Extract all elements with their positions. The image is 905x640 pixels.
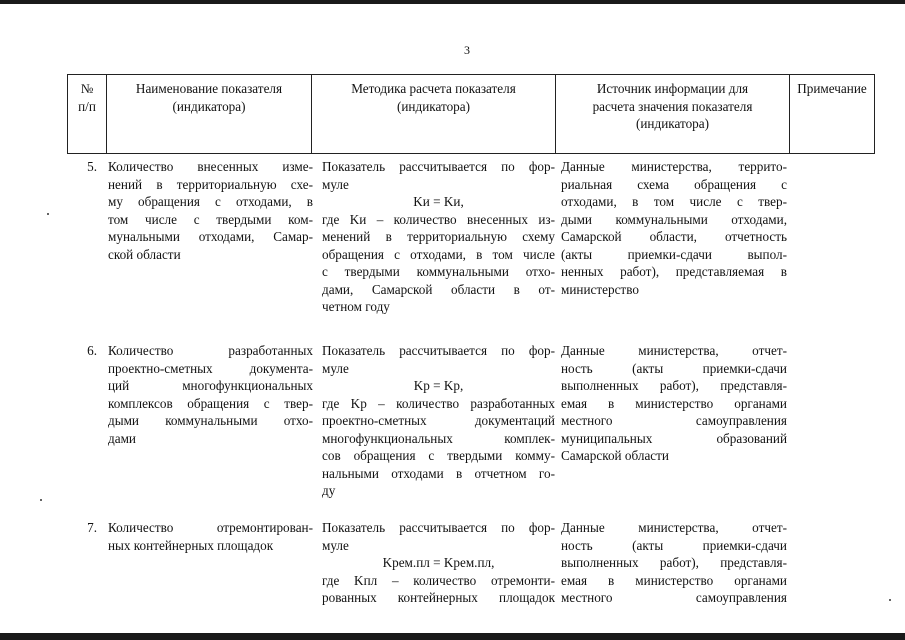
- header-name: Наименование показателя (индикатора): [107, 75, 312, 153]
- information-source: Данные министерства, отчет- ность (акты приемки-сдачи выполненных работ), представля- емая в министерство органами местного самоуправления: [561, 520, 787, 605]
- calculation-method: Показатель рассчитывается по фор- муле Kи = Kи, где Kи – количество внесенных из- менений в территориальную схему обращения с отходами, в том числе с твердыми коммунальными отхо- дами, Самарской области в от- четном году: [322, 159, 555, 314]
- formula: Kи = Kи,: [413, 194, 464, 209]
- calculation-method: Показатель рассчитывается по фор- муле Kрем.пл = Kрем.пл, где Kпл – количество отремонти- рованных контейнерных площадок: [322, 520, 555, 605]
- top-border: [0, 0, 905, 4]
- row-number: 5.: [87, 159, 97, 174]
- row-number: 6.: [87, 343, 97, 358]
- formula: Kрем.пл = Kрем.пл,: [382, 555, 495, 570]
- header-num: № п/п: [68, 75, 107, 153]
- indicator-name: Количество разработанных проектно-сметных документа- ций многофункциональных комплексов обращения с твер- дыми коммунальными отхо- дами: [108, 343, 313, 446]
- scan-speck: [889, 599, 891, 601]
- row-number: 7.: [87, 520, 97, 535]
- information-source: Данные министерства, отчет- ность (акты приемки-сдачи выполненных работ), представля- емая в министерство органами местного самоуправления муниципальных образований Самарской области: [561, 343, 787, 463]
- scan-speck: [40, 499, 42, 501]
- indicator-name: Количество отремонтирован- ных контейнерных площадок: [108, 520, 313, 553]
- header-method: Методика расчета показателя (индикатора): [312, 75, 556, 153]
- header-source: Источник информации для расчета значения показателя (индикатора): [556, 75, 790, 153]
- information-source: Данные министерства, террито- риальная схема обращения с отходами, в том числе с твер- дыми коммунальными отходами, Самарской области, отчетность (акты приемки-сдачи выпол- ненных работ), представляемая в министерство: [561, 159, 787, 297]
- calculation-method: Показатель рассчитывается по фор- муле Kр = Kр, где Kр – количество разработанных проектно-сметных документаций многофункциональных комплек- сов обращения с твердыми комму- нальными отходами в отчетном го- ду: [322, 343, 555, 498]
- scan-speck: [47, 213, 49, 215]
- indicator-name: Количество внесенных изме- нений в территориальную схе- му обращения с отходами, в том числе с твердыми ком- мунальными отходами, Самар- ской области: [108, 159, 313, 262]
- page-number: 3: [464, 43, 470, 57]
- table-header: [67, 74, 875, 154]
- formula: Kр = Kр,: [413, 378, 464, 393]
- bottom-border: [0, 633, 905, 640]
- header-note: Примечание: [797, 81, 867, 96]
